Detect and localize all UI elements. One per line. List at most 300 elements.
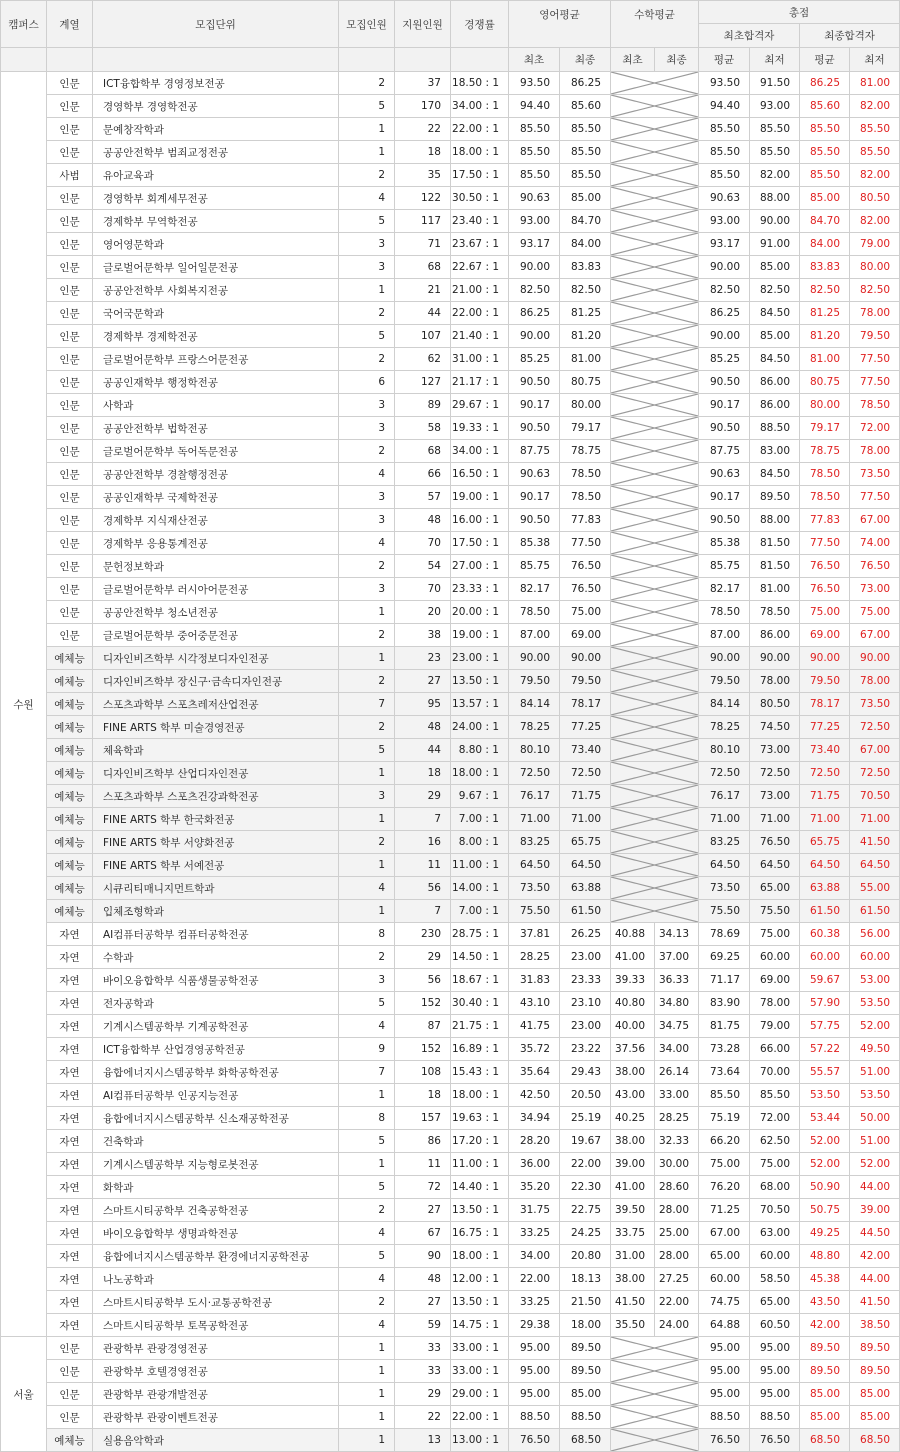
cell-quota: 1 (339, 1406, 395, 1429)
cell-first-avg: 78.25 (699, 716, 750, 739)
cell-final-min: 44.50 (850, 1222, 900, 1245)
cell-math-final: 28.60 (655, 1176, 699, 1199)
cell-unit: 영어영문학과 (93, 233, 339, 256)
table-row (1, 555, 900, 578)
cell-eng-first: 43.10 (509, 992, 560, 1015)
cell-math-final: 30.00 (655, 1153, 699, 1176)
table-row (1, 118, 900, 141)
cell-eng-final: 20.50 (560, 1084, 611, 1107)
cell-final-avg: 68.50 (800, 1429, 850, 1452)
cell-math-first: 33.75 (611, 1222, 655, 1245)
cell-eng-first: 85.75 (509, 555, 560, 578)
cell-first-min: 76.50 (750, 831, 800, 854)
cross-mark-icon (611, 762, 698, 784)
cell-applicants: 11 (395, 1153, 451, 1176)
cell-track: 자연 (47, 946, 93, 969)
cross-mark-icon (611, 900, 698, 922)
cell-applicants: 68 (395, 440, 451, 463)
cell-eng-final: 89.50 (560, 1337, 611, 1360)
cell-unit: 스포츠과학부 스포츠레저산업전공 (93, 693, 339, 716)
cell-track: 자연 (47, 1107, 93, 1130)
cell-eng-first: 33.25 (509, 1222, 560, 1245)
cell-applicants: 16 (395, 831, 451, 854)
cell-unit: AI컴퓨터공학부 컴퓨터공학전공 (93, 923, 339, 946)
cell-eng-first: 90.50 (509, 371, 560, 394)
cell-track: 자연 (47, 1084, 93, 1107)
header-final-pass: 최종합격자 (800, 24, 900, 48)
cell-final-min: 42.00 (850, 1245, 900, 1268)
cell-final-min: 72.50 (850, 716, 900, 739)
cell-final-min: 79.50 (850, 325, 900, 348)
cell-track: 인문 (47, 72, 93, 95)
cell-track: 인문 (47, 118, 93, 141)
cell-final-min: 77.50 (850, 348, 900, 371)
table-row (1, 992, 900, 1015)
cell-final-avg: 78.50 (800, 486, 850, 509)
cell-quota: 4 (339, 1015, 395, 1038)
cell-first-min: 78.00 (750, 992, 800, 1015)
cell-track: 예체능 (47, 670, 93, 693)
cell-applicants: 48 (395, 509, 451, 532)
cell-quota: 5 (339, 739, 395, 762)
cell-unit: 시큐리티매니지먼트학과 (93, 877, 339, 900)
cell-track: 예체능 (47, 877, 93, 900)
cell-ratio: 18.50 : 1 (451, 72, 509, 95)
table-row (1, 854, 900, 877)
cell-ratio: 14.40 : 1 (451, 1176, 509, 1199)
table-row (1, 1314, 900, 1337)
cell-unit: 바이오융합학부 생명과학전공 (93, 1222, 339, 1245)
cell-ratio: 30.50 : 1 (451, 187, 509, 210)
cell-first-avg: 83.90 (699, 992, 750, 1015)
cell-track: 자연 (47, 923, 93, 946)
cell-math-first (611, 601, 699, 624)
cell-eng-final: 85.50 (560, 118, 611, 141)
cell-first-avg: 87.75 (699, 440, 750, 463)
cell-math-first: 40.25 (611, 1107, 655, 1130)
cell-ratio: 21.17 : 1 (451, 371, 509, 394)
cell-first-avg: 90.17 (699, 486, 750, 509)
cell-eng-final: 77.50 (560, 532, 611, 555)
cell-eng-first: 76.50 (509, 1429, 560, 1452)
cell-track: 자연 (47, 1038, 93, 1061)
cell-final-min: 78.00 (850, 302, 900, 325)
cell-eng-final: 18.00 (560, 1314, 611, 1337)
cell-final-min: 79.00 (850, 233, 900, 256)
cell-applicants: 21 (395, 279, 451, 302)
cell-applicants: 107 (395, 325, 451, 348)
cell-eng-final: 77.83 (560, 509, 611, 532)
cell-applicants: 87 (395, 1015, 451, 1038)
cell-ratio: 14.50 : 1 (451, 946, 509, 969)
cell-unit: 경제학부 경제학전공 (93, 325, 339, 348)
cell-track: 예체능 (47, 716, 93, 739)
cell-math-first: 38.00 (611, 1061, 655, 1084)
cell-first-min: 72.50 (750, 762, 800, 785)
cross-mark-icon (611, 716, 698, 738)
cell-applicants: 152 (395, 992, 451, 1015)
cell-applicants: 22 (395, 118, 451, 141)
table-row (1, 1084, 900, 1107)
cell-eng-final: 85.60 (560, 95, 611, 118)
cell-math-first (611, 624, 699, 647)
cell-ratio: 17.50 : 1 (451, 532, 509, 555)
cell-first-avg: 95.00 (699, 1360, 750, 1383)
cell-track: 자연 (47, 1015, 93, 1038)
table-row (1, 1176, 900, 1199)
header-math-final: 최종 (655, 48, 699, 72)
cell-math-first (611, 302, 699, 325)
cell-final-min: 73.50 (850, 463, 900, 486)
cell-ratio: 30.40 : 1 (451, 992, 509, 1015)
cell-eng-final: 63.88 (560, 877, 611, 900)
table-row (1, 325, 900, 348)
header-empty (339, 48, 395, 72)
cell-unit: 입체조형학과 (93, 900, 339, 923)
cell-track: 예체능 (47, 1429, 93, 1452)
table-row (1, 394, 900, 417)
cell-math-final: 32.33 (655, 1130, 699, 1153)
table-row (1, 95, 900, 118)
cell-applicants: 70 (395, 578, 451, 601)
cell-final-min: 85.50 (850, 118, 900, 141)
cell-math-first (611, 578, 699, 601)
cell-first-avg: 71.00 (699, 808, 750, 831)
cell-math-first: 31.00 (611, 1245, 655, 1268)
table-row (1, 946, 900, 969)
cross-mark-icon (611, 647, 698, 669)
cell-first-avg: 74.75 (699, 1291, 750, 1314)
cell-unit: 공공안전학부 사회복지전공 (93, 279, 339, 302)
cell-eng-final: 76.50 (560, 578, 611, 601)
cell-quota: 2 (339, 348, 395, 371)
cell-applicants: 170 (395, 95, 451, 118)
cell-eng-final: 81.20 (560, 325, 611, 348)
cell-eng-first: 95.00 (509, 1337, 560, 1360)
cell-final-avg: 64.50 (800, 854, 850, 877)
cell-track: 예체능 (47, 831, 93, 854)
cell-unit: 기계시스템공학부 기계공학전공 (93, 1015, 339, 1038)
cell-track: 예체능 (47, 762, 93, 785)
cell-eng-final: 22.30 (560, 1176, 611, 1199)
cell-applicants: 23 (395, 647, 451, 670)
cell-math-first (611, 854, 699, 877)
cell-final-min: 44.00 (850, 1268, 900, 1291)
cell-math-final: 33.00 (655, 1084, 699, 1107)
cell-quota: 4 (339, 463, 395, 486)
cross-mark-icon (611, 578, 698, 600)
cell-final-min: 52.00 (850, 1153, 900, 1176)
cell-first-min: 88.50 (750, 417, 800, 440)
cell-unit: 경제학부 지식재산전공 (93, 509, 339, 532)
table-row (1, 1245, 900, 1268)
cell-track: 자연 (47, 969, 93, 992)
cell-unit: 실용음악학과 (93, 1429, 339, 1452)
cell-ratio: 13.50 : 1 (451, 1199, 509, 1222)
header-math-first: 최초 (611, 48, 655, 72)
cell-eng-first: 37.81 (509, 923, 560, 946)
cell-final-min: 72.00 (850, 417, 900, 440)
cell-math-first (611, 371, 699, 394)
cell-first-avg: 93.50 (699, 72, 750, 95)
cell-first-avg: 78.50 (699, 601, 750, 624)
cell-final-avg: 53.50 (800, 1084, 850, 1107)
cell-final-min: 80.00 (850, 256, 900, 279)
cell-math-first (611, 785, 699, 808)
cell-final-avg: 61.50 (800, 900, 850, 923)
cell-eng-final: 88.50 (560, 1406, 611, 1429)
cell-final-min: 85.00 (850, 1406, 900, 1429)
cell-eng-first: 34.00 (509, 1245, 560, 1268)
cell-track: 사범 (47, 164, 93, 187)
cell-unit: 전자공학과 (93, 992, 339, 1015)
table-row (1, 371, 900, 394)
cell-first-avg: 95.00 (699, 1383, 750, 1406)
cell-ratio: 13.50 : 1 (451, 670, 509, 693)
cell-eng-final: 23.22 (560, 1038, 611, 1061)
cell-eng-final: 81.00 (560, 348, 611, 371)
cell-unit: FINE ARTS 학부 서양화전공 (93, 831, 339, 854)
cell-ratio: 18.00 : 1 (451, 141, 509, 164)
cell-eng-first: 31.83 (509, 969, 560, 992)
cross-mark-icon (611, 417, 698, 439)
cell-final-avg: 80.75 (800, 371, 850, 394)
cell-final-avg: 43.50 (800, 1291, 850, 1314)
cell-eng-final: 71.00 (560, 808, 611, 831)
cell-ratio: 22.00 : 1 (451, 118, 509, 141)
cell-track: 인문 (47, 325, 93, 348)
cell-math-first (611, 440, 699, 463)
cell-quota: 4 (339, 1222, 395, 1245)
cell-final-avg: 60.00 (800, 946, 850, 969)
cell-ratio: 23.33 : 1 (451, 578, 509, 601)
cell-final-avg: 78.17 (800, 693, 850, 716)
cell-final-min: 67.00 (850, 624, 900, 647)
cell-ratio: 15.43 : 1 (451, 1061, 509, 1084)
cell-track: 인문 (47, 371, 93, 394)
cell-ratio: 33.00 : 1 (451, 1337, 509, 1360)
cell-final-avg: 65.75 (800, 831, 850, 854)
cell-first-min: 79.00 (750, 1015, 800, 1038)
cell-first-min: 69.00 (750, 969, 800, 992)
cell-first-min: 81.50 (750, 532, 800, 555)
cell-unit: FINE ARTS 학부 한국화전공 (93, 808, 339, 831)
cross-mark-icon (611, 371, 698, 393)
cell-track: 인문 (47, 1383, 93, 1406)
cross-mark-icon (611, 693, 698, 715)
cell-final-avg: 63.88 (800, 877, 850, 900)
table-row (1, 1222, 900, 1245)
cell-math-first: 35.50 (611, 1314, 655, 1337)
table-row (1, 578, 900, 601)
cell-eng-first: 90.17 (509, 486, 560, 509)
cell-final-avg: 55.57 (800, 1061, 850, 1084)
cell-ratio: 22.67 : 1 (451, 256, 509, 279)
header-eng-final: 최종 (560, 48, 611, 72)
cell-applicants: 29 (395, 1383, 451, 1406)
cell-eng-final: 90.00 (560, 647, 611, 670)
cross-mark-icon (611, 233, 698, 255)
table-row (1, 808, 900, 831)
cell-unit: 바이오융합학부 식품생물공학전공 (93, 969, 339, 992)
cell-track: 인문 (47, 348, 93, 371)
cell-first-avg: 76.17 (699, 785, 750, 808)
cell-applicants: 152 (395, 1038, 451, 1061)
cell-track: 인문 (47, 1337, 93, 1360)
cell-math-first (611, 1360, 699, 1383)
cell-ratio: 18.67 : 1 (451, 969, 509, 992)
cell-first-avg: 71.25 (699, 1199, 750, 1222)
cross-mark-icon (611, 348, 698, 370)
cell-eng-final: 19.67 (560, 1130, 611, 1153)
cell-quota: 1 (339, 762, 395, 785)
cross-mark-icon (611, 302, 698, 324)
cell-first-avg: 65.00 (699, 1245, 750, 1268)
cell-final-avg: 82.50 (800, 279, 850, 302)
cell-eng-first: 35.64 (509, 1061, 560, 1084)
cell-ratio: 23.40 : 1 (451, 210, 509, 233)
cell-eng-final: 83.83 (560, 256, 611, 279)
table-row (1, 923, 900, 946)
cell-quota: 2 (339, 164, 395, 187)
cell-quota: 3 (339, 256, 395, 279)
cell-eng-final: 65.75 (560, 831, 611, 854)
campus-cell: 서울 (1, 1337, 47, 1452)
cell-final-min: 53.50 (850, 992, 900, 1015)
cell-final-avg: 59.67 (800, 969, 850, 992)
cell-ratio: 20.00 : 1 (451, 601, 509, 624)
cell-math-first (611, 486, 699, 509)
cell-unit: 글로벌어문학부 일어일문전공 (93, 256, 339, 279)
cell-ratio: 8.00 : 1 (451, 831, 509, 854)
cell-eng-final: 73.40 (560, 739, 611, 762)
header-campus: 캠퍼스 (1, 1, 47, 48)
cell-quota: 3 (339, 785, 395, 808)
table-row (1, 1130, 900, 1153)
cell-first-avg: 87.00 (699, 624, 750, 647)
table-row (1, 739, 900, 762)
cross-mark-icon (611, 486, 698, 508)
cell-unit: 관광학부 관광이벤트전공 (93, 1406, 339, 1429)
cell-first-avg: 75.19 (699, 1107, 750, 1130)
cell-eng-first: 95.00 (509, 1360, 560, 1383)
cell-applicants: 48 (395, 1268, 451, 1291)
cell-final-avg: 78.75 (800, 440, 850, 463)
cell-final-min: 76.50 (850, 555, 900, 578)
cell-first-avg: 64.88 (699, 1314, 750, 1337)
table-row (1, 210, 900, 233)
cross-mark-icon (611, 1406, 698, 1428)
cell-eng-first: 85.38 (509, 532, 560, 555)
cell-first-avg: 82.50 (699, 279, 750, 302)
cell-first-avg: 64.50 (699, 854, 750, 877)
cell-eng-first: 31.75 (509, 1199, 560, 1222)
cell-final-min: 78.00 (850, 440, 900, 463)
cell-ratio: 13.57 : 1 (451, 693, 509, 716)
cell-applicants: 35 (395, 164, 451, 187)
cell-eng-final: 78.75 (560, 440, 611, 463)
cell-quota: 1 (339, 1084, 395, 1107)
cell-unit: 디자인비즈학부 장신구·금속디자인전공 (93, 670, 339, 693)
cell-math-first (611, 831, 699, 854)
cell-ratio: 23.00 : 1 (451, 647, 509, 670)
cross-mark-icon (611, 463, 698, 485)
table-row (1, 1268, 900, 1291)
cell-quota: 5 (339, 325, 395, 348)
cell-eng-final: 78.50 (560, 486, 611, 509)
cell-final-avg: 83.83 (800, 256, 850, 279)
cell-eng-final: 23.00 (560, 1015, 611, 1038)
cell-ratio: 19.00 : 1 (451, 624, 509, 647)
cell-final-avg: 80.00 (800, 394, 850, 417)
cell-math-first (611, 164, 699, 187)
table-row (1, 900, 900, 923)
cell-math-first (611, 325, 699, 348)
cell-math-final: 28.25 (655, 1107, 699, 1130)
cell-first-avg: 73.50 (699, 877, 750, 900)
cell-final-min: 73.50 (850, 693, 900, 716)
cell-applicants: 7 (395, 900, 451, 923)
cell-applicants: 29 (395, 785, 451, 808)
cross-mark-icon (611, 1383, 698, 1405)
table-body (1, 72, 900, 1452)
cell-track: 인문 (47, 624, 93, 647)
cell-math-first (611, 95, 699, 118)
cell-ratio: 13.00 : 1 (451, 1429, 509, 1452)
cell-applicants: 33 (395, 1360, 451, 1383)
cell-final-avg: 84.70 (800, 210, 850, 233)
cell-quota: 1 (339, 1360, 395, 1383)
header-empty (93, 48, 339, 72)
cell-unit: 화학과 (93, 1176, 339, 1199)
cell-eng-final: 72.50 (560, 762, 611, 785)
cell-final-avg: 85.50 (800, 118, 850, 141)
cell-first-avg: 71.17 (699, 969, 750, 992)
cell-quota: 5 (339, 1245, 395, 1268)
cell-math-first (611, 693, 699, 716)
cell-eng-first: 94.40 (509, 95, 560, 118)
cell-applicants: 108 (395, 1061, 451, 1084)
cell-final-avg: 71.75 (800, 785, 850, 808)
cell-final-avg: 79.17 (800, 417, 850, 440)
cell-quota: 1 (339, 141, 395, 164)
cell-eng-final: 61.50 (560, 900, 611, 923)
cell-quota: 5 (339, 1130, 395, 1153)
cell-quota: 3 (339, 969, 395, 992)
cell-eng-first: 90.63 (509, 187, 560, 210)
cell-eng-first: 85.50 (509, 118, 560, 141)
cell-final-min: 73.00 (850, 578, 900, 601)
cell-track: 자연 (47, 1245, 93, 1268)
cell-eng-first: 87.00 (509, 624, 560, 647)
cell-ratio: 19.00 : 1 (451, 486, 509, 509)
cell-eng-final: 23.10 (560, 992, 611, 1015)
cell-eng-first: 82.17 (509, 578, 560, 601)
cell-first-min: 86.00 (750, 394, 800, 417)
cell-ratio: 12.00 : 1 (451, 1268, 509, 1291)
cell-math-first: 41.00 (611, 946, 655, 969)
table-row (1, 762, 900, 785)
cell-math-first (611, 141, 699, 164)
table-row (1, 302, 900, 325)
cell-track: 자연 (47, 1199, 93, 1222)
cell-applicants: 38 (395, 624, 451, 647)
cell-math-first: 40.00 (611, 1015, 655, 1038)
cell-unit: 문헌정보학과 (93, 555, 339, 578)
cross-mark-icon (611, 279, 698, 301)
cell-first-min: 83.00 (750, 440, 800, 463)
table-row (1, 486, 900, 509)
